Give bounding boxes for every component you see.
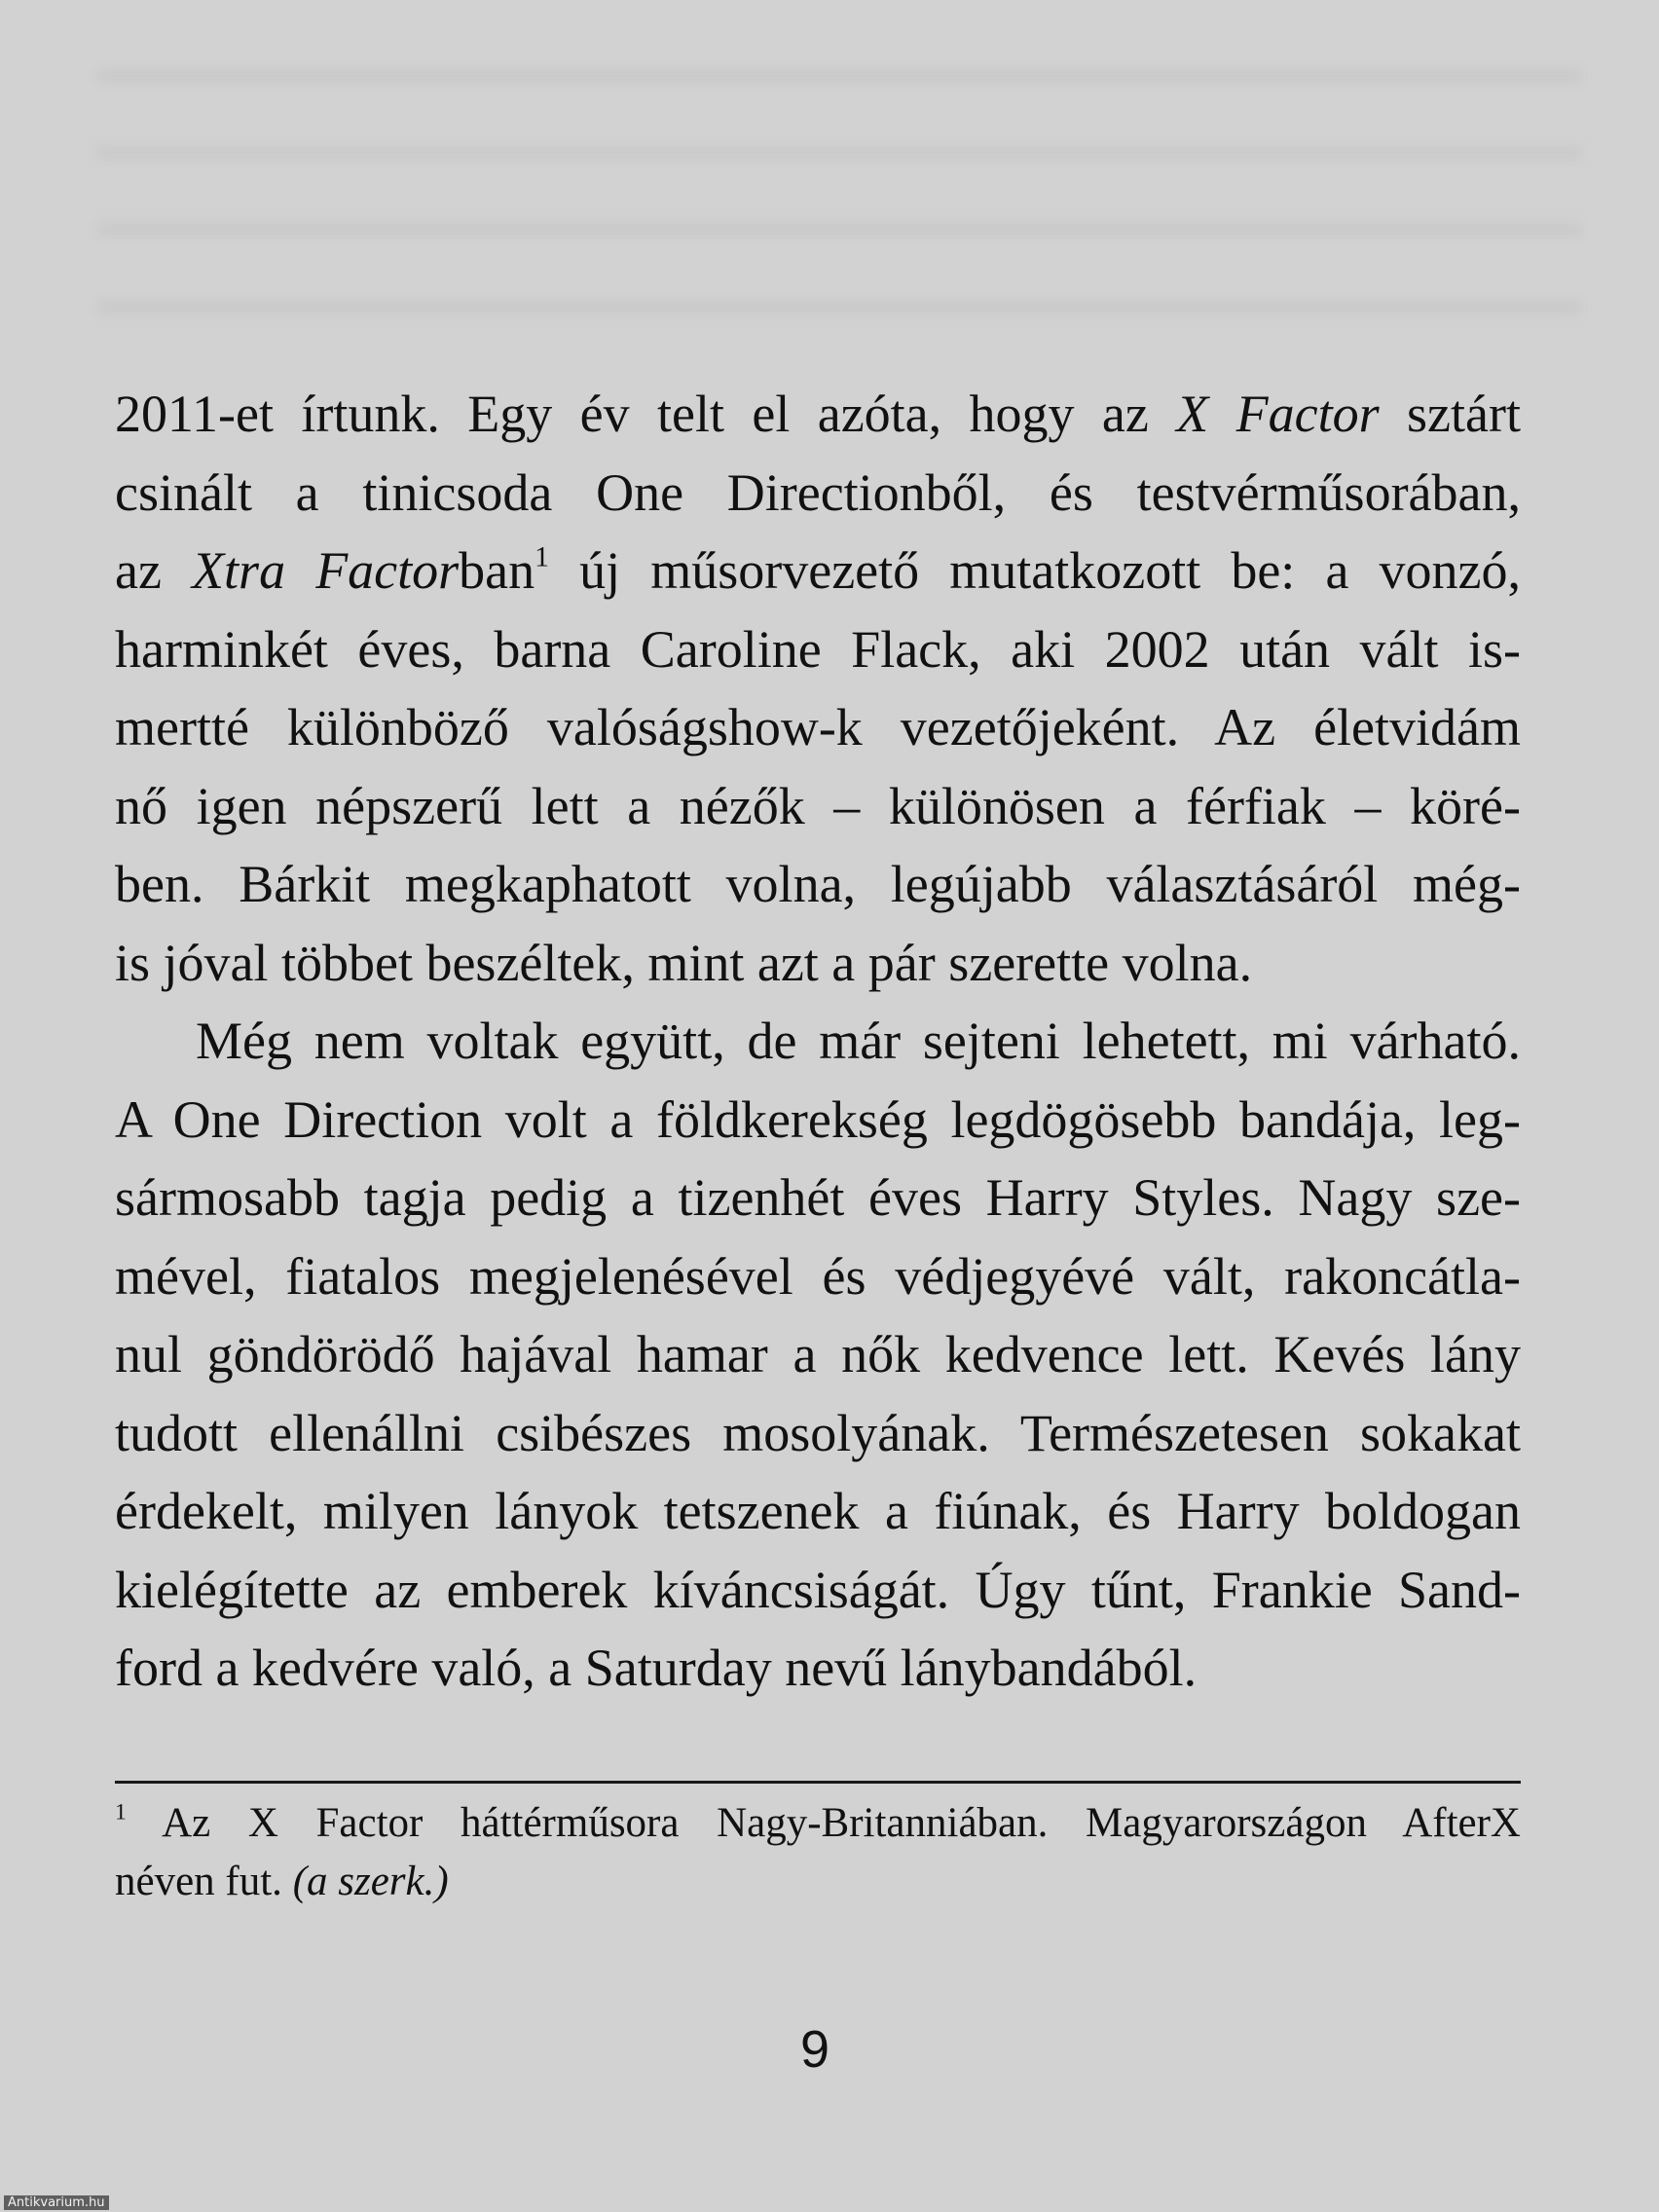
text-run: sármosabb tagja pedig a tizenhét éves Harry Styles. Nagy sze- bbox=[115, 1168, 1521, 1227]
text-line bbox=[115, 924, 1521, 1003]
text-run: Az X Factor háttérműsora Nagy-Britanniában. Magyarországon AfterX bbox=[126, 1800, 1521, 1846]
text-run: csinált a tinicsoda One Directionből, és testvérműsorában, bbox=[115, 462, 1521, 522]
text-run: kielégítette az emberek kíváncsiságát. Úgy tűnt, Frankie Sand- bbox=[115, 1560, 1521, 1619]
text-line bbox=[115, 767, 1521, 846]
text-run: mertté különböző valóságshow-k vezetőjeként. Az életvidám bbox=[115, 698, 1521, 756]
text-line bbox=[115, 454, 1521, 533]
text-line bbox=[115, 1159, 1521, 1237]
footnote-marker: 1 bbox=[115, 1799, 127, 1825]
footnote bbox=[115, 1794, 1521, 1911]
text-run: az bbox=[115, 541, 193, 600]
text-run: ban bbox=[459, 541, 535, 600]
text-line bbox=[115, 1315, 1521, 1394]
text-run: érdekelt, milyen lányok tetszenek a fiúnak, és Harry boldogan bbox=[115, 1482, 1521, 1540]
text-run: ford a kedvére való, a Saturday nevű lánybandából. bbox=[115, 1639, 1198, 1697]
text-run: sztárt bbox=[1379, 385, 1521, 443]
text-run: is jóval többet beszéltek, mint azt a pár szerette volna. bbox=[115, 933, 1253, 992]
italic-title: (a szerk.) bbox=[292, 1859, 449, 1904]
italic-title: Xtra Factor bbox=[192, 541, 460, 600]
footnote-marker: 1 bbox=[535, 541, 549, 573]
text-run: A One Direction volt a földkerekség legdögösebb bandája, leg- bbox=[115, 1089, 1521, 1149]
footnote-divider bbox=[115, 1781, 1521, 1784]
text-run: néven fut. bbox=[115, 1859, 293, 1904]
show-through-text bbox=[97, 19, 1581, 341]
text-line bbox=[115, 1081, 1521, 1160]
text-line bbox=[115, 688, 1521, 767]
text-line bbox=[115, 1472, 1521, 1551]
text-line bbox=[115, 532, 1521, 610]
text-line bbox=[115, 1394, 1521, 1473]
paragraph bbox=[115, 375, 1521, 1002]
text-run: 2011-et írtunk. Egy év telt el azóta, hogy az bbox=[115, 385, 1177, 443]
watermark-label: Antikvarium.hu bbox=[4, 2195, 109, 2210]
text-run: tudott ellenállni csibészes mosolyának. Természetesen sokakat bbox=[115, 1403, 1521, 1462]
text-run: mével, fiatalos megjelenésével és védjegyévé vált, rakoncátla- bbox=[115, 1246, 1521, 1306]
paragraph bbox=[115, 1002, 1521, 1708]
text-run: új műsorvezető mutatkozott be: a vonzó, bbox=[548, 541, 1521, 600]
text-line bbox=[115, 1551, 1521, 1630]
footnote-line bbox=[115, 1794, 1521, 1853]
italic-title: X Factor bbox=[1176, 385, 1380, 443]
text-run: nő igen népszerű lett a nézők – különösen a férfiak – köré- bbox=[115, 776, 1521, 835]
text-line bbox=[115, 610, 1521, 689]
text-run: harminkét éves, barna Caroline Flack, aki 2002 után vált is- bbox=[115, 619, 1521, 679]
page-number: 9 bbox=[799, 2020, 830, 2079]
text-run: nul göndörödő hajával hamar a nők kedvence lett. Kevés lány bbox=[115, 1325, 1521, 1383]
text-line bbox=[115, 1629, 1521, 1708]
text-run: ben. Bárkit megkaphatott volna, legújabb választásáról még- bbox=[115, 855, 1521, 913]
text-line bbox=[115, 1237, 1521, 1316]
footnote-line bbox=[115, 1853, 1521, 1911]
text-line bbox=[115, 845, 1521, 924]
text-line bbox=[115, 1002, 1521, 1081]
text-run: Még nem voltak együtt, de már sejteni lehetett, mi várható. bbox=[196, 1012, 1521, 1070]
text-line bbox=[115, 375, 1521, 454]
body-text bbox=[115, 375, 1521, 1708]
